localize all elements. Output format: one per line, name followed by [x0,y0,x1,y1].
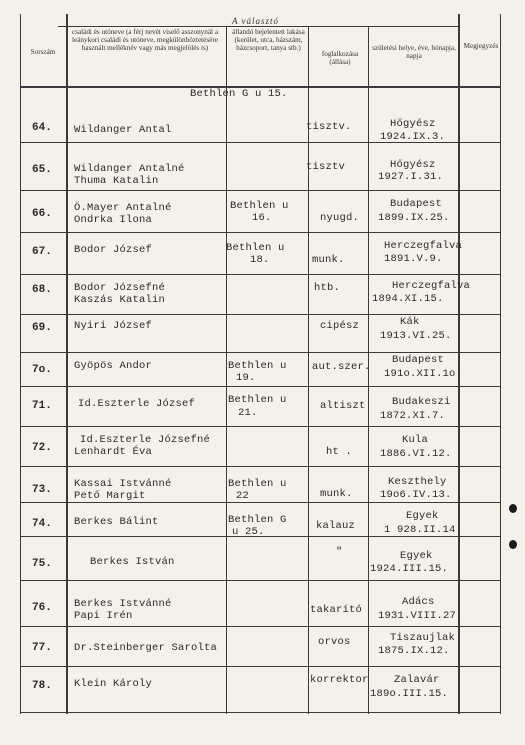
row-address: Bethlen u [226,242,285,254]
row-occupation: nyugd. [320,212,360,224]
row-name: Lenhardt Éva [74,446,153,458]
row-name: Bodor József [74,244,153,256]
row-rule [20,314,500,315]
row-name: Id.Eszterle Józsefné [80,434,211,446]
row-address: u 25. [232,526,265,538]
row-birthdate: 1891.V.9. [384,253,443,265]
row-number: 72. [32,442,52,454]
row-occupation: munk. [320,488,353,500]
header-foglalkozas: foglalkozása (állása) [321,50,359,67]
row-name: Klein Károly [74,678,153,690]
row-birthplace: Adács [402,596,435,608]
row-occupation: " [336,546,343,558]
row-number: 76. [32,602,52,614]
row-birthplace: Budakeszi [392,396,451,408]
row-name: Thuma Katalin [74,175,159,187]
row-name: Nyiri József [74,320,153,332]
row-birthplace: Hőgyész [390,118,436,130]
row-occupation: htb. [314,282,341,294]
row-birthplace: Kula [402,434,429,446]
row-occupation: cipész [320,320,360,332]
row-rule [20,386,500,387]
header-szuletes: születési helye, éve, hónapja, napja [372,44,456,61]
punch-hole [509,540,517,549]
header-group-title: A választó [231,16,280,26]
header-lakas: állandó bejelentett lakása (kerület, utca, házszám, házcsoport, tanya stb.) [232,28,305,53]
row-name: Gyöpös Andor [74,360,153,372]
row-occupation: aut.szer. [312,361,371,373]
row-birthdate: 1913.VI.25. [380,330,452,342]
row-number: 73. [32,484,52,496]
row-occupation: tisztv. [306,121,352,133]
row-birthplace: Egyek [400,550,433,562]
row-name: Ondrka Ilona [74,214,153,226]
row-occupation: kalauz [316,520,356,532]
row-birthdate: 1886.VI.12. [380,448,452,460]
row-birthdate: 1924.III.15. [370,563,449,575]
row-birthplace: Tiszaujlak [390,632,456,644]
row-name: Berkes Bálint [74,516,159,528]
row-name: Berkes István [90,556,175,568]
row-occupation: takarító [310,604,363,616]
row-address: 19. [236,372,256,384]
row-rule [20,426,500,427]
row-occupation: orvos [318,636,351,648]
row-occupation: altiszt [320,400,366,412]
row-address: Bethlen u [228,394,287,406]
row-number: 71. [32,400,52,412]
row-birthdate: 1927.I.31. [378,171,444,183]
row-name: Wildanger Antalné [74,163,185,175]
row-birthdate: 1872.XI.7. [380,410,446,422]
row-birthplace: Herczegfalva [392,280,471,292]
row-occupation: tisztv [306,161,346,173]
row-birthdate: 19o6.IV.13. [380,489,452,501]
header-nev: családi és utóneve (a férj nevét viselő asszonynál a leánykori családi és utóneve, megkülönböztetésére használt melléknév vagy más megjelölés is) [71,28,219,53]
row-rule [20,580,500,581]
col-rule [66,14,68,714]
row-rule [20,502,500,503]
sheet-bottom-rule [20,712,500,713]
row-address: Bethlen u [228,478,287,490]
row-birthdate: 1894.XI.15. [372,293,444,305]
row-birthdate: 1 928.II.14. [384,524,463,536]
row-birthdate: 191o.XII.1o. [384,368,463,380]
row-name: Dr.Steinberger Sarolta [74,642,218,654]
row-name: Wildanger Antal [74,124,172,136]
row-address: Bethlen u [230,200,289,212]
row-birthplace: Budapest [390,198,443,210]
row-birthplace: Keszthely [388,476,447,488]
row-rule [20,466,500,467]
row-name: Id.Eszterle József [78,398,196,410]
row-occupation: munk. [312,254,345,266]
row-address: 22 [236,490,250,502]
row-rule [20,232,500,233]
row-number: 7o. [32,364,52,376]
row-number: 64. [32,122,52,134]
punch-hole [509,504,517,513]
row-birthdate: 189o.III.15. [370,688,449,700]
row-name: Kassai Istvánné [74,478,172,490]
row-number: 69. [32,322,52,334]
row-rule [20,352,500,353]
row-number: 77. [32,642,52,654]
row-birthplace: Hőgyész [390,159,436,171]
header-rule [58,26,460,27]
row-number: 66. [32,208,52,220]
row-address: 16. [252,212,272,224]
row-number: 78. [32,680,52,692]
col-rule [20,14,21,714]
col-rule [226,26,227,714]
row-address: Bethlen G [228,514,287,526]
register-sheet [20,14,512,714]
row-occupation: ht . [326,446,353,458]
row-number: 65. [32,164,52,176]
row-name: Papi Irén [74,610,133,622]
row-number: 68. [32,284,52,296]
header-megjegyzes: Megjegyzés [463,42,499,50]
row-name: Bodor Józsefné [74,282,166,294]
row-name: Berkes Istvánné [74,598,172,610]
row-birthplace: Egyek [406,510,439,522]
row-birthdate: 1924.IX.3. [380,131,446,143]
row-number: 74. [32,518,52,530]
row-birthplace: Budapest [392,354,445,366]
row-birthdate: 1931.VIII.27. [378,610,463,622]
row-birthplace: Kák [400,316,420,328]
row-birthdate: 1899.IX.25. [378,212,450,224]
row-birthplace: Zalavár [394,674,440,686]
row-address: Bethlen u [228,360,287,372]
row-birthdate: 1875.IX.12. [378,645,450,657]
row-name: Pető Margit [74,490,146,502]
row-name: Kaszás Katalin [74,294,166,306]
top-address: Bethlen G u 15. [190,88,288,100]
header-sorszam: Sorszám [30,48,56,56]
row-rule [20,190,500,191]
row-rule [20,274,500,275]
row-name: Ö.Mayer Antalné [74,202,172,214]
col-rule [500,14,501,714]
row-address: 21. [238,407,258,419]
col-rule [458,14,460,714]
row-number: 75. [32,558,52,570]
row-birthplace: Herczegfalva [384,240,463,252]
row-rule [20,666,500,667]
row-rule [20,626,500,627]
row-number: 67. [32,246,52,258]
row-occupation: korrektor [310,674,369,686]
row-address: 18. [250,254,270,266]
